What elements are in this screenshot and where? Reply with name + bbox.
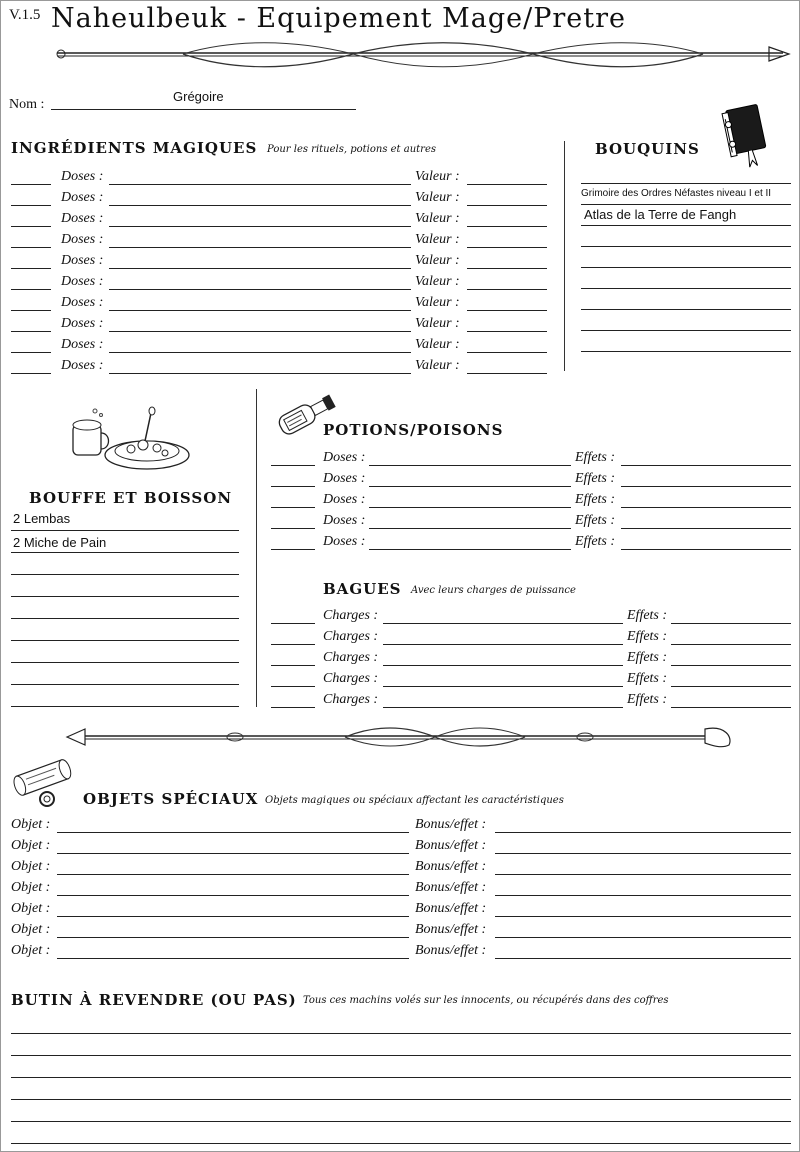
objets-heading: OBJETS SPÉCIAUX (83, 790, 259, 808)
ingredient-name-line[interactable] (109, 247, 411, 248)
scroll-ring-icon (9, 759, 79, 811)
butin-line[interactable] (11, 1033, 791, 1034)
ingredient-doses-label: Doses : (61, 211, 104, 226)
nom-label: Nom : (9, 97, 45, 112)
potion-doses-label: Doses : (323, 534, 366, 549)
bague-charges-label: Charges : (323, 692, 379, 707)
ingredient-qty-line[interactable] (11, 289, 51, 290)
bouquin-line[interactable] (581, 204, 791, 205)
objet-name-line[interactable] (57, 937, 409, 938)
potion-name-line[interactable] (369, 549, 571, 550)
food-platter-icon (67, 405, 191, 475)
objet-name-line[interactable] (57, 916, 409, 917)
butin-note: Tous ces machins volés sur les innocents, ou récupérés dans des coffres (303, 995, 669, 1006)
bouffe-item-2[interactable]: 2 Miche de Pain (13, 535, 107, 550)
bouquin-line[interactable] (581, 183, 791, 184)
bague-charges-label: Charges : (323, 608, 379, 623)
bague-qty-line[interactable] (271, 644, 315, 645)
bouffe-line[interactable] (11, 530, 239, 531)
staff-divider-icon (65, 721, 735, 753)
ingredient-name-line[interactable] (109, 268, 411, 269)
bague-effets-line[interactable] (671, 644, 791, 645)
butin-line[interactable] (11, 1121, 791, 1122)
objet-label: Objet : (11, 922, 51, 937)
bouquin-item-2[interactable]: Atlas de la Terre de Fangh (584, 207, 737, 222)
bouffe-line[interactable] (11, 706, 239, 707)
ingredient-valeur-label: Valeur : (415, 358, 460, 373)
bouffe-line[interactable] (11, 684, 239, 685)
potion-qty-line[interactable] (271, 486, 315, 487)
bouffe-line[interactable] (11, 618, 239, 619)
bague-effets-label: Effets : (627, 692, 668, 707)
ingredient-qty-line[interactable] (11, 247, 51, 248)
ingredient-name-line[interactable] (109, 205, 411, 206)
objet-bonus-line[interactable] (495, 958, 791, 959)
ingredient-valeur-label: Valeur : (415, 190, 460, 205)
potion-effets-line[interactable] (621, 549, 791, 550)
bague-effets-label: Effets : (627, 629, 668, 644)
bague-effets-line[interactable] (671, 623, 791, 624)
potion-effets-line[interactable] (621, 528, 791, 529)
ingredient-valeur-line[interactable] (467, 205, 547, 206)
ingredient-doses-label: Doses : (61, 190, 104, 205)
bagues-note: Avec leurs charges de puissance (411, 585, 576, 596)
potion-effets-label: Effets : (575, 471, 616, 486)
objet-bonus-line[interactable] (495, 895, 791, 896)
bague-name-line[interactable] (383, 623, 623, 624)
ingredient-valeur-line[interactable] (467, 352, 547, 353)
bague-qty-line[interactable] (271, 665, 315, 666)
bague-charges-label: Charges : (323, 629, 379, 644)
potion-qty-line[interactable] (271, 465, 315, 466)
bouquin-line[interactable] (581, 309, 791, 310)
potion-doses-label: Doses : (323, 513, 366, 528)
potions-heading: POTIONS/POISONS (323, 421, 504, 439)
ingredient-qty-line[interactable] (11, 331, 51, 332)
objet-bonus-line[interactable] (495, 874, 791, 875)
bague-effets-line[interactable] (671, 707, 791, 708)
objet-bonus-label: Bonus/effet : (415, 859, 487, 874)
ingredient-qty-line[interactable] (11, 184, 51, 185)
bague-name-line[interactable] (383, 665, 623, 666)
ingredient-doses-label: Doses : (61, 274, 104, 289)
objet-name-line[interactable] (57, 853, 409, 854)
objet-bonus-line[interactable] (495, 937, 791, 938)
nom-line (51, 109, 356, 110)
ingredient-name-line[interactable] (109, 289, 411, 290)
objet-label: Objet : (11, 817, 51, 832)
ingredient-name-line[interactable] (109, 331, 411, 332)
ingredient-valeur-label: Valeur : (415, 232, 460, 247)
book-icon (717, 99, 777, 171)
ingredient-doses-label: Doses : (61, 316, 104, 331)
objet-bonus-label: Bonus/effet : (415, 880, 487, 895)
ingredient-name-line[interactable] (109, 352, 411, 353)
ingredient-valeur-line[interactable] (467, 289, 547, 290)
objet-bonus-line[interactable] (495, 916, 791, 917)
ingredient-doses-label: Doses : (61, 253, 104, 268)
bouquin-line[interactable] (581, 288, 791, 289)
objet-bonus-label: Bonus/effet : (415, 901, 487, 916)
potion-doses-label: Doses : (323, 471, 366, 486)
bouquin-line[interactable] (581, 225, 791, 226)
ingredient-valeur-label: Valeur : (415, 337, 460, 352)
bague-qty-line[interactable] (271, 686, 315, 687)
potion-effets-label: Effets : (575, 513, 616, 528)
ingredient-valeur-label: Valeur : (415, 316, 460, 331)
ingredient-valeur-line[interactable] (467, 331, 547, 332)
bouffe-line[interactable] (11, 640, 239, 641)
ingredient-valeur-label: Valeur : (415, 211, 460, 226)
objet-label: Objet : (11, 880, 51, 895)
ingredient-valeur-line[interactable] (467, 226, 547, 227)
bague-effets-label: Effets : (627, 608, 668, 623)
ingredient-name-line[interactable] (109, 373, 411, 374)
ingredient-doses-label: Doses : (61, 295, 104, 310)
ingredient-qty-line[interactable] (11, 373, 51, 374)
objet-name-line[interactable] (57, 832, 409, 833)
potion-name-line[interactable] (369, 528, 571, 529)
objet-name-line[interactable] (57, 958, 409, 959)
bouffe-heading: BOUFFE ET BOISSON (29, 489, 233, 507)
bouquin-line[interactable] (581, 351, 791, 352)
ingredient-valeur-line[interactable] (467, 247, 547, 248)
bague-qty-line[interactable] (271, 707, 315, 708)
potion-doses-label: Doses : (323, 492, 366, 507)
objet-label: Objet : (11, 838, 51, 853)
bagues-heading: BAGUES (323, 580, 402, 598)
bague-effets-label: Effets : (627, 650, 668, 665)
ingredient-qty-line[interactable] (11, 226, 51, 227)
ingredient-qty-line[interactable] (11, 205, 51, 206)
potion-effets-line[interactable] (621, 486, 791, 487)
objet-name-line[interactable] (57, 874, 409, 875)
bouquins-heading: BOUQUINS (595, 140, 700, 158)
bouquin-line[interactable] (581, 267, 791, 268)
ingredient-valeur-line[interactable] (467, 184, 547, 185)
potion-name-line[interactable] (369, 486, 571, 487)
objet-bonus-label: Bonus/effet : (415, 838, 487, 853)
bague-charges-label: Charges : (323, 671, 379, 686)
bouquin-line[interactable] (581, 246, 791, 247)
ingredient-qty-line[interactable] (11, 268, 51, 269)
butin-heading: BUTIN À REVENDRE (OU PAS) (11, 991, 297, 1009)
bouffe-line[interactable] (11, 552, 239, 553)
ingredient-qty-line[interactable] (11, 352, 51, 353)
bague-effets-line[interactable] (671, 665, 791, 666)
objets-note: Objets magiques ou spéciaux affectant les caractéristiques (265, 795, 564, 806)
potion-effets-label: Effets : (575, 534, 616, 549)
ingredient-name-line[interactable] (109, 226, 411, 227)
potion-qty-line[interactable] (271, 528, 315, 529)
bouffe-line[interactable] (11, 574, 239, 575)
objet-bonus-label: Bonus/effet : (415, 943, 487, 958)
page-title: Naheulbeuk - Equipement Mage/Pretre (51, 3, 626, 34)
middle-divider (256, 389, 257, 707)
objet-bonus-line[interactable] (495, 832, 791, 833)
column-divider (564, 141, 565, 371)
ingredient-valeur-label: Valeur : (415, 169, 460, 184)
ingredients-heading: INGRÉDIENTS MAGIQUES (11, 139, 258, 157)
butin-line[interactable] (11, 1099, 791, 1100)
version-label: V.1.5 (9, 7, 41, 23)
butin-line[interactable] (11, 1143, 791, 1144)
ingredient-valeur-label: Valeur : (415, 253, 460, 268)
potion-qty-line[interactable] (271, 549, 315, 550)
potion-name-line[interactable] (369, 507, 571, 508)
bouquin-line[interactable] (581, 330, 791, 331)
objet-label: Objet : (11, 859, 51, 874)
potion-effets-line[interactable] (621, 465, 791, 466)
bouffe-line[interactable] (11, 596, 239, 597)
potion-doses-label: Doses : (323, 450, 366, 465)
ingredient-doses-label: Doses : (61, 358, 104, 373)
butin-line[interactable] (11, 1077, 791, 1078)
ingredient-valeur-line[interactable] (467, 268, 547, 269)
bague-name-line[interactable] (383, 644, 623, 645)
butin-line[interactable] (11, 1055, 791, 1056)
potion-name-line[interactable] (369, 465, 571, 466)
objet-name-line[interactable] (57, 895, 409, 896)
bouffe-item-1[interactable]: 2 Lembas (13, 511, 71, 526)
objet-label: Objet : (11, 901, 51, 916)
ingredient-doses-label: Doses : (61, 337, 104, 352)
potion-qty-line[interactable] (271, 507, 315, 508)
bague-name-line[interactable] (383, 686, 623, 687)
ingredient-doses-label: Doses : (61, 169, 104, 184)
staff-divider-icon (53, 41, 793, 73)
ingredient-valeur-label: Valeur : (415, 295, 460, 310)
bague-name-line[interactable] (383, 707, 623, 708)
bague-charges-label: Charges : (323, 650, 379, 665)
objet-bonus-label: Bonus/effet : (415, 817, 487, 832)
ingredients-note: Pour les rituels, potions et autres (267, 144, 436, 155)
bouquin-item-1[interactable]: Grimoire des Ordres Néfastes niveau I et II (581, 188, 772, 199)
bague-effets-line[interactable] (671, 686, 791, 687)
ingredient-valeur-label: Valeur : (415, 274, 460, 289)
objet-bonus-label: Bonus/effet : (415, 922, 487, 937)
nom-value[interactable]: Grégoire (173, 89, 224, 104)
objet-label: Objet : (11, 943, 51, 958)
ingredient-doses-label: Doses : (61, 232, 104, 247)
ingredient-name-line[interactable] (109, 184, 411, 185)
ingredient-valeur-line[interactable] (467, 373, 547, 374)
potion-effets-line[interactable] (621, 507, 791, 508)
bague-qty-line[interactable] (271, 623, 315, 624)
bague-effets-label: Effets : (627, 671, 668, 686)
objet-bonus-line[interactable] (495, 853, 791, 854)
ingredient-name-line[interactable] (109, 310, 411, 311)
bouffe-line[interactable] (11, 662, 239, 663)
potion-effets-label: Effets : (575, 450, 616, 465)
ingredient-valeur-line[interactable] (467, 310, 547, 311)
ingredient-qty-line[interactable] (11, 310, 51, 311)
potion-effets-label: Effets : (575, 492, 616, 507)
